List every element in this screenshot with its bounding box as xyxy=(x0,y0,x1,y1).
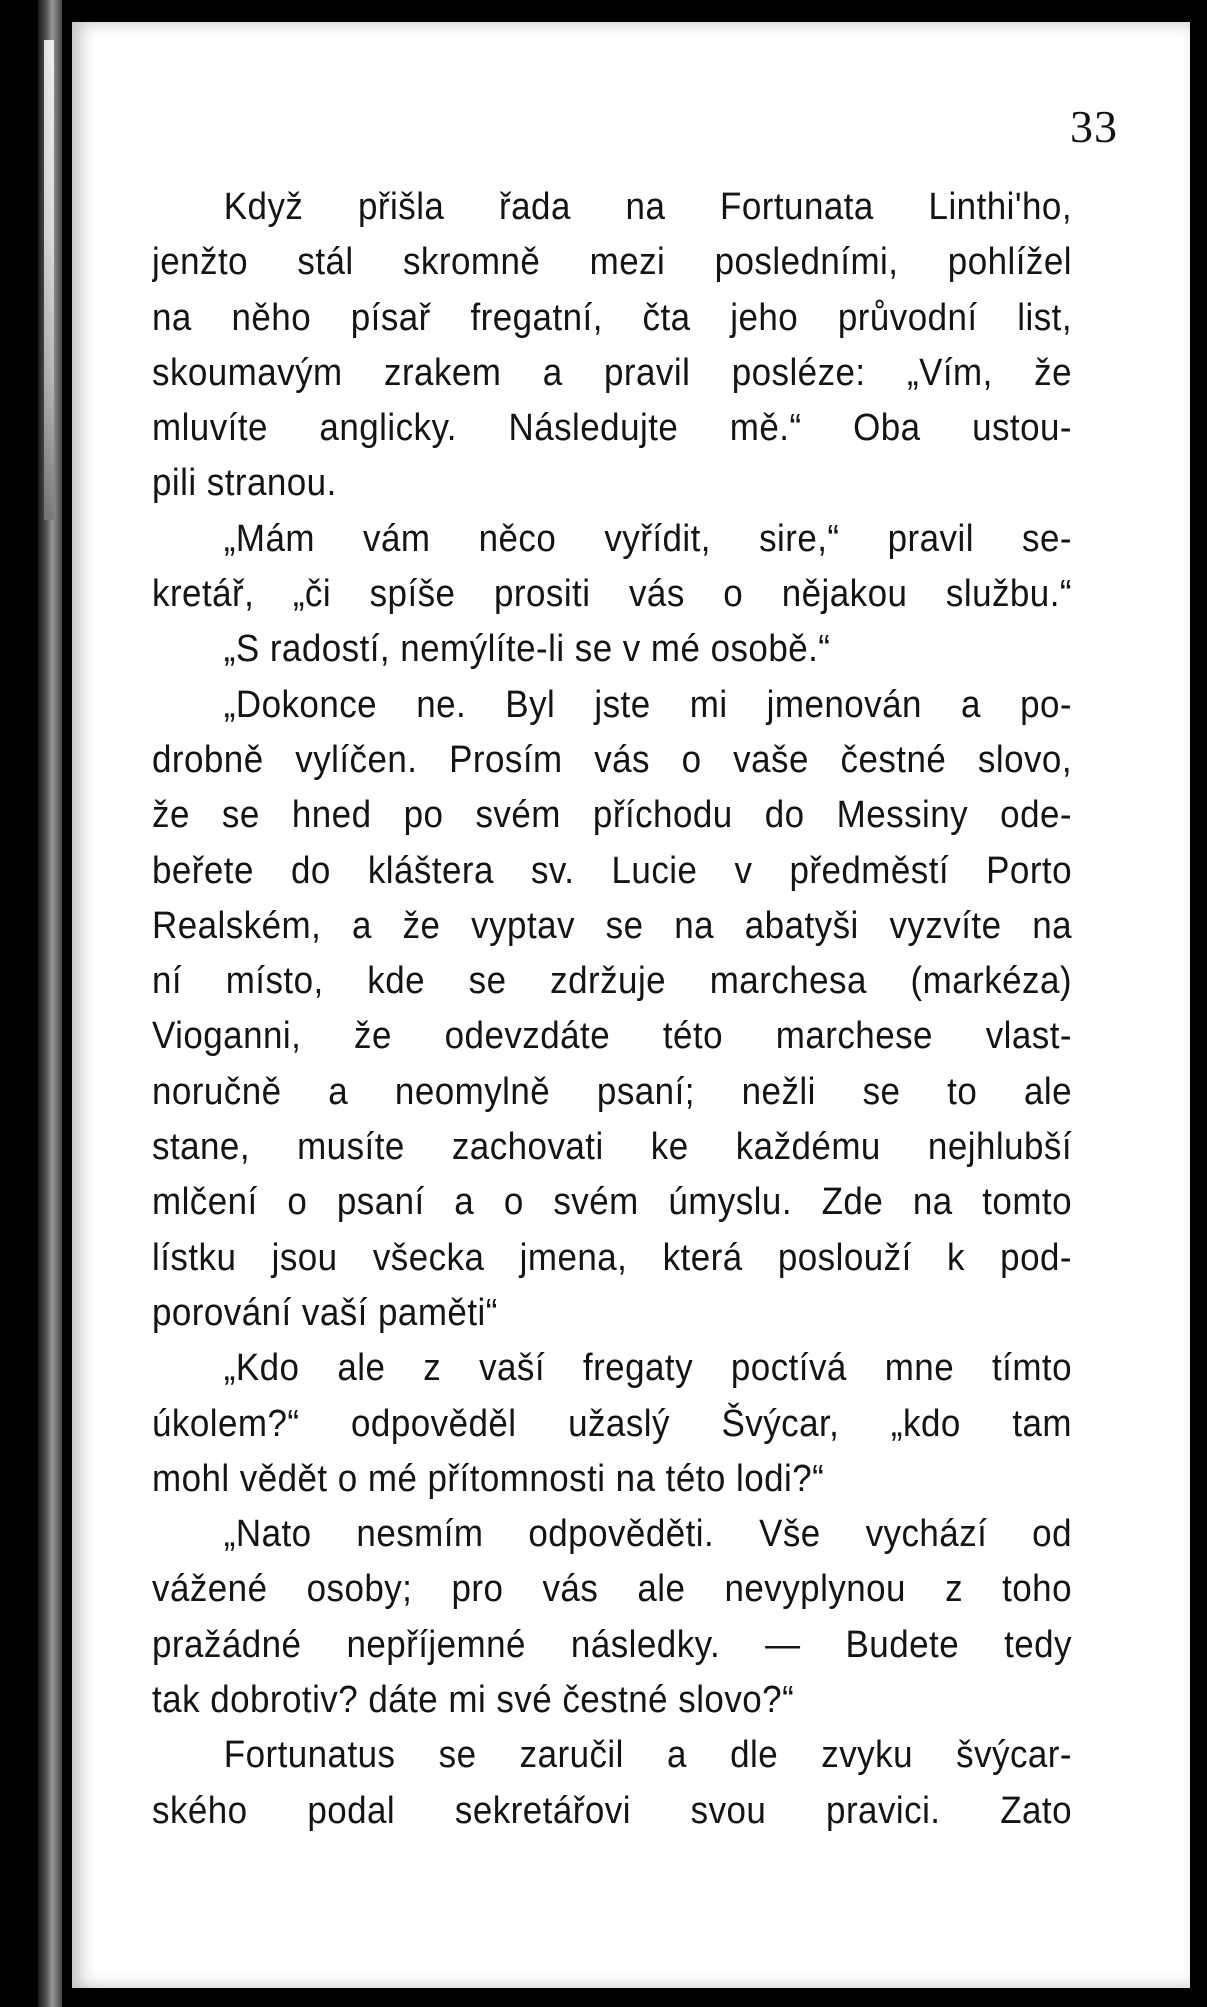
text-line: ského podal sekretářovi svou pravici. Zato xyxy=(152,1789,1072,1832)
text-line: stane, musíte zachovati ke každému nejhlubší xyxy=(152,1126,1072,1169)
text-line: pražádné nepříjemné následky. — Budete tedy xyxy=(152,1623,1072,1666)
text-line: drobně vylíčen. Prosím vás o vaše čestné slovo, xyxy=(152,738,1072,781)
text-line: „Kdo ale z vaší fregaty poctívá mne tímto xyxy=(223,1347,1072,1390)
text-line: „S radostí, nemýlíte-li se v mé osobě.“ xyxy=(223,628,831,671)
text-line: pili stranou. xyxy=(152,462,337,505)
text-line: úkolem?“ odpověděl užaslý Švýcar, „kdo tam xyxy=(152,1402,1072,1445)
text-line: na něho písař fregatní, čta jeho průvodní list, xyxy=(152,296,1072,339)
text-line: „Dokonce ne. Byl jste mi jmenován a po- xyxy=(223,683,1072,726)
text-line: že se hned po svém příchodu do Messiny ode- xyxy=(152,794,1072,837)
text-line: skoumavým zrakem a pravil posléze: „Vím, že xyxy=(152,351,1072,394)
text-line: beřete do kláštera sv. Lucie v předměstí Porto xyxy=(152,849,1072,892)
spine-highlight xyxy=(44,40,54,520)
text-line: mluvíte anglicky. Následujte mě.“ Oba ustou- xyxy=(152,407,1072,450)
text-line: lístku jsou všecka jmena, která poslouží k pod- xyxy=(152,1236,1072,1279)
text-line: mohl vědět o mé přítomnosti na této lodi?“ xyxy=(152,1457,825,1500)
text-line: porování vaší paměti“ xyxy=(152,1291,498,1334)
text-line: Vioganni, že odevzdáte této marchese vlast- xyxy=(152,1015,1072,1058)
text-line: ní místo, kde se zdržuje marchesa (markéza) xyxy=(152,960,1072,1003)
text-line: kretář, „či spíše prositi vás o nějakou službu.“ xyxy=(152,573,1072,616)
text-line: jenžto stál skromně mezi posledními, pohlížel xyxy=(152,241,1072,284)
body-text xyxy=(152,180,1072,1839)
text-line: tak dobrotiv? dáte mi své čestné slovo?“ xyxy=(152,1679,795,1722)
page-number: 33 xyxy=(1070,101,1118,152)
text-line: vážené osoby; pro vás ale nevyplynou z toho xyxy=(152,1568,1072,1611)
text-line: Fortunatus se zaručil a dle zvyku švýcar- xyxy=(223,1734,1072,1777)
text-line: Když přišla řada na Fortunata Linthi'ho, xyxy=(223,186,1072,228)
text-line: mlčení o psaní a o svém úmyslu. Zde na tomto xyxy=(152,1181,1072,1224)
text-line: „Mám vám něco vyřídit, sire,“ pravil se- xyxy=(223,517,1072,560)
text-line: noručně a neomylně psaní; nežli se to ale xyxy=(152,1070,1072,1113)
text-line: „Nato nesmím odpověděti. Vše vychází od xyxy=(223,1513,1072,1556)
text-line: Realském, a že vyptav se na abatyši vyzvíte na xyxy=(152,904,1072,947)
